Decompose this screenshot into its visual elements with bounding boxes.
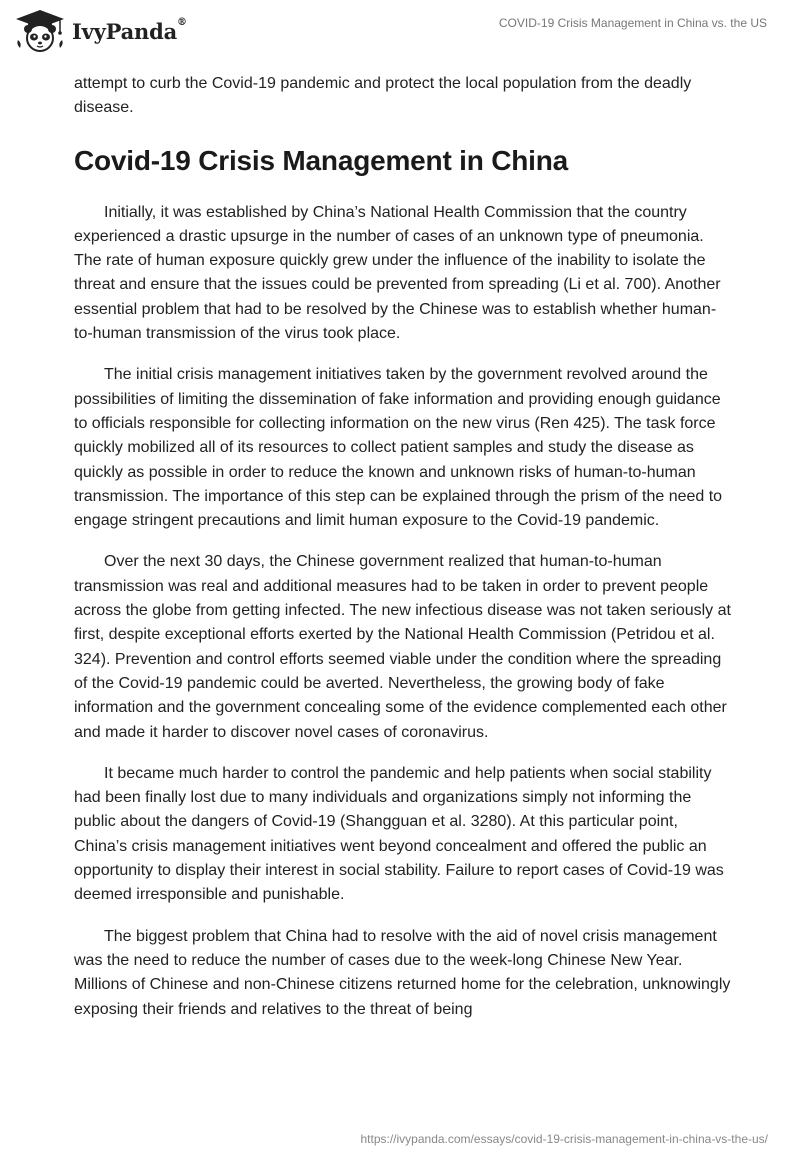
document-title: COVID-19 Crisis Management in China vs. the US	[498, 16, 767, 30]
brand-name: IvyPanda®	[72, 16, 187, 44]
intro-continuation-paragraph: attempt to curb the Covid-19 pandemic and protect the local population from the deadly disease.	[74, 75, 692, 117]
ivypanda-logo[interactable]	[14, 8, 187, 54]
section-heading: Covid-19 Crisis Management in China	[74, 144, 568, 176]
body-paragraph: The biggest problem that China had to resolve with the aid of novel crisis management was the need to reduce the number of cases due to the week-long Chinese New Year. Millions of Chinese and non-Chinese citizens returned home for the celebration, unknowingly exposing their friends and relatives to the threat of being	[74, 927, 731, 1018]
body-paragraph: Initially, it was established by China’s National Health Commission that the country experienced a drastic upsurge in the number of cases of an unknown type of pneumonia. The rate of human exposure quickly grew under the influence of the inability to isolate the threat and ensure that the issues could be prevented from spreading (Li et al. 700). Another essential problem that had to be resolved by the Chinese was to establish whether human-to-human transmission of the virus took place.	[74, 203, 721, 343]
source-url[interactable]: https://ivypanda.com/essays/covid-19-crisis-management-in-china-vs-the-us/	[360, 1132, 768, 1146]
panda-graduate-icon	[14, 8, 66, 54]
body-paragraph: The initial crisis management initiatives taken by the government revolved around the possibilities of limiting the dissemination of fake information and providing enough guidance to officials responsible for collecting information on the new virus (Ren 425). The task force quickly mobilized all of its resources to collect patient samples and study the disease as quickly as possible in order to reduce the known and unknown risks of human-to-human transmission. The importance of this step can be explained through the prism of the need to engage stringent precautions and limit human exposure to the Covid-19 pandemic.	[74, 366, 723, 530]
essay-body	[74, 72, 734, 1039]
body-paragraph: Over the next 30 days, the Chinese government realized that human-to-human transmission was real and additional measures had to be taken in order to prevent people across the globe from getting infected. The new infectious disease was not taken seriously at first, despite exceptional efforts exerted by the National Health Commission (Petridou et al. 324). Prevention and control efforts seemed viable under the condition where the spreading of the Covid-19 pandemic could be averted. Nevertheless, the growing body of fake information and the government concealing some of the evidence complemented each other and made it harder to discover novel cases of coronavirus.	[74, 553, 731, 741]
body-paragraph: It became much harder to control the pandemic and help patients when social stability had been finally lost due to many individuals and organizations simply not informing the public about the dangers of Covid-19 (Shangguan et al. 3280). At this particular point, China’s crisis management initiatives went beyond concealment and offered the public an opportunity to display their interest in social stability. Failure to report cases of Covid-19 was deemed irresponsible and punishable.	[74, 764, 724, 904]
page-header	[0, 0, 800, 66]
